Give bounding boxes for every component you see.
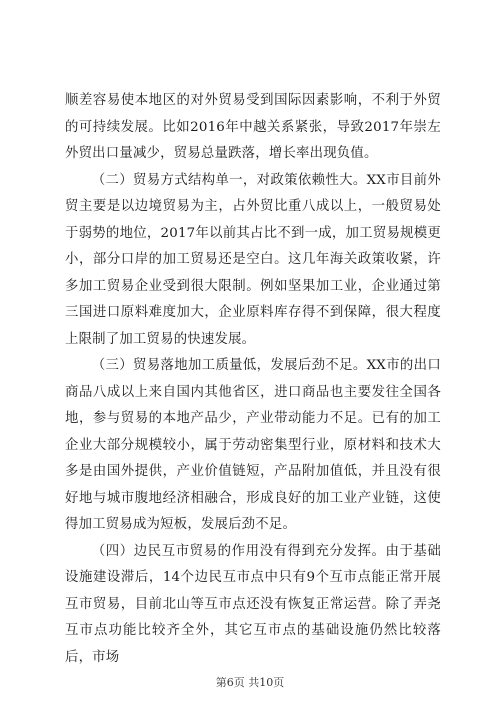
paragraph-trade-structure: （二）贸易方式结构单一，对政策依赖性大。XX市目前外贸主要是以边境贸易为主，占外贸比重八成以上，一般贸易处于弱势的地位，2017年以前其占比不到一成，加工贸易规模更小，部分口岸的加工贸易还是空白。这几年海关政策收紧，许多加工贸易企业受到很大限制。例如坚果加工业，企业通过第三国进口原料难度加大，企业原料库存得不到保障，很大程度上限制了加工贸易的快速发展。	[65, 172, 441, 347]
paragraph-continued: 顺差容易使本地区的对外贸易受到国际因素影响，不利于外贸的可持续发展。比如2016年中越关系紧张，导致2017年崇左外贸出口量减少，贸易总量跌落，增长率出现负值。	[65, 93, 441, 161]
document-body	[65, 88, 441, 671]
paragraph-border-trade: （四）边民互市贸易的作用没有得到充分发挥。由于基础设施建设滞后，14个边民互市点中只有9个互市点能正常开展互市贸易，目前北山等互市点还没有恢复正常运营。除了弄尧互市点功能比较齐全外，其它互市点的基础设施仍然比较落后，市场	[65, 543, 441, 665]
page-footer: 第6页 共10页	[215, 676, 285, 689]
paragraph-processing-quality: （三）贸易落地加工质量低，发展后劲不足。XX市的出口商品八成以上来自国内其他省区，进口商品也主要发往全国各地，参与贸易的本地产品少，产业带动能力不足。已有的加工企业大部分规模较小，属于劳动密集型行业，原材料和技术大多是由国外提供，产业价值链短，产品附加值低，并且没有很好地与城市腹地经济相融合，形成良好的加工业产业链，这使得加工贸易成为短板，发展后劲不足。	[65, 358, 441, 532]
